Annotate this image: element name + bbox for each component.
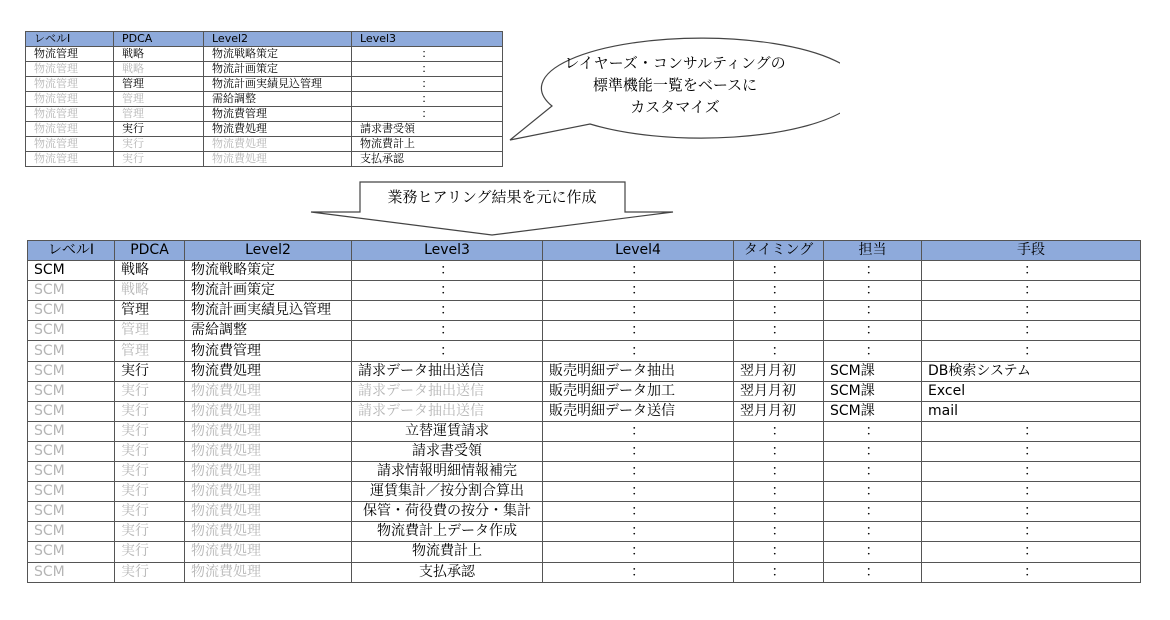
small-table-header-row: [26, 32, 503, 47]
main-cell-level4: ：: [543, 482, 734, 502]
main-cell-level3: 請求データ抽出送信: [352, 381, 543, 401]
main-cell-means: ：: [922, 482, 1141, 502]
main-cell-level4: ：: [543, 502, 734, 522]
main-cell-level2: 物流費処理: [185, 421, 352, 441]
main-cell-level2: 物流計画実績見込管理: [185, 301, 352, 321]
small-cell-level3: ：: [352, 62, 503, 77]
table-row: [28, 281, 1141, 301]
main-cell-level4: ：: [543, 261, 734, 281]
business-process-table: [27, 240, 1141, 583]
main-cell-owner: ：: [824, 462, 922, 482]
table-row: [26, 47, 503, 62]
table-row: [28, 261, 1141, 281]
main-cell-level2: 物流計画策定: [185, 281, 352, 301]
main-table-body: [28, 261, 1141, 583]
small-cell-level2: 物流戦略策定: [204, 47, 352, 62]
main-cell-level1: SCM: [28, 321, 115, 341]
table-row: [26, 137, 503, 152]
main-cell-level4: 販売明細データ抽出: [543, 361, 734, 381]
main-cell-level3: 請求データ抽出送信: [352, 361, 543, 381]
small-cell-level3: ：: [352, 77, 503, 92]
main-cell-level4: 販売明細データ加工: [543, 381, 734, 401]
callout-text: [530, 52, 820, 118]
main-cell-means: ：: [922, 542, 1141, 562]
main-cell-level4: ：: [543, 462, 734, 482]
header-timing: タイミング: [734, 241, 824, 261]
small-cell-level3: 支払承認: [352, 152, 503, 167]
table-row: [28, 301, 1141, 321]
main-cell-timing: ：: [734, 522, 824, 542]
main-cell-pdca: 実行: [115, 562, 185, 582]
small-cell-pdca: 管理: [114, 77, 204, 92]
main-cell-timing: ：: [734, 261, 824, 281]
table-row: [26, 122, 503, 137]
small-cell-pdca: 実行: [114, 137, 204, 152]
main-cell-means: ：: [922, 301, 1141, 321]
main-cell-level2: 物流費処理: [185, 401, 352, 421]
table-row: [26, 62, 503, 77]
main-cell-level1: SCM: [28, 261, 115, 281]
main-cell-level2: 物流戦略策定: [185, 261, 352, 281]
main-cell-owner: SCM課: [824, 361, 922, 381]
main-cell-level1: SCM: [28, 341, 115, 361]
table-row: [28, 441, 1141, 461]
table-row: [28, 502, 1141, 522]
main-cell-timing: ：: [734, 441, 824, 461]
main-cell-level4: ：: [543, 542, 734, 562]
main-cell-means: ：: [922, 421, 1141, 441]
main-cell-level4: ：: [543, 421, 734, 441]
main-cell-means: DB検索システム: [922, 361, 1141, 381]
small-cell-level1: 物流管理: [26, 122, 114, 137]
main-cell-pdca: 戦略: [115, 281, 185, 301]
small-cell-level3: 請求書受領: [352, 122, 503, 137]
main-cell-level1: SCM: [28, 522, 115, 542]
header-level4: Level4: [543, 241, 734, 261]
table-row: [26, 92, 503, 107]
main-cell-level4: ：: [543, 441, 734, 461]
table-row: [28, 381, 1141, 401]
small-cell-level1: 物流管理: [26, 152, 114, 167]
main-cell-timing: 翌月月初: [734, 381, 824, 401]
table-row: [28, 482, 1141, 502]
small-cell-level3: ：: [352, 92, 503, 107]
main-cell-level2: 需給調整: [185, 321, 352, 341]
main-cell-owner: ：: [824, 421, 922, 441]
main-cell-timing: 翌月月初: [734, 401, 824, 421]
main-cell-means: ：: [922, 562, 1141, 582]
main-cell-owner: ：: [824, 261, 922, 281]
table-row: [28, 401, 1141, 421]
table-row: [28, 462, 1141, 482]
header-means: 手段: [922, 241, 1141, 261]
main-cell-level3: 請求書受領: [352, 441, 543, 461]
main-cell-owner: ：: [824, 542, 922, 562]
table-row: [28, 562, 1141, 582]
main-cell-means: Excel: [922, 381, 1141, 401]
main-cell-level3: ：: [352, 261, 543, 281]
main-cell-level4: ：: [543, 341, 734, 361]
small-cell-pdca: 実行: [114, 152, 204, 167]
small-cell-level2: 物流計画策定: [204, 62, 352, 77]
main-cell-timing: ：: [734, 421, 824, 441]
main-cell-pdca: 実行: [115, 441, 185, 461]
main-cell-level1: SCM: [28, 482, 115, 502]
small-header-level3: Level3: [352, 32, 503, 47]
main-cell-pdca: 実行: [115, 482, 185, 502]
table-row: [28, 522, 1141, 542]
main-cell-level1: SCM: [28, 502, 115, 522]
main-cell-level3: 支払承認: [352, 562, 543, 582]
main-cell-timing: ：: [734, 281, 824, 301]
main-cell-means: ：: [922, 502, 1141, 522]
small-cell-pdca: 戦略: [114, 47, 204, 62]
main-cell-pdca: 実行: [115, 361, 185, 381]
main-cell-owner: ：: [824, 522, 922, 542]
small-header-pdca: PDCA: [114, 32, 204, 47]
main-cell-owner: ：: [824, 482, 922, 502]
header-level3: Level3: [352, 241, 543, 261]
main-cell-means: ：: [922, 441, 1141, 461]
table-row: [26, 107, 503, 122]
table-row: [28, 321, 1141, 341]
small-cell-level2: 物流費処理: [204, 152, 352, 167]
main-cell-level3: ：: [352, 301, 543, 321]
table-row: [28, 421, 1141, 441]
table-row: [28, 361, 1141, 381]
small-header-level1: レベルⅠ: [26, 32, 114, 47]
main-cell-owner: ：: [824, 281, 922, 301]
main-cell-owner: ：: [824, 301, 922, 321]
callout-line-2: 標準機能一覧をベースに: [592, 76, 758, 94]
main-table-header-row: [28, 241, 1141, 261]
small-cell-level3: ：: [352, 107, 503, 122]
arrow-label: 業務ヒアリング結果を元に作成: [387, 188, 597, 206]
main-cell-level1: SCM: [28, 401, 115, 421]
main-cell-level4: ：: [543, 281, 734, 301]
main-cell-pdca: 実行: [115, 522, 185, 542]
main-cell-level1: SCM: [28, 281, 115, 301]
main-cell-level2: 物流費処理: [185, 502, 352, 522]
main-cell-timing: ：: [734, 341, 824, 361]
main-cell-level1: SCM: [28, 542, 115, 562]
main-cell-pdca: 実行: [115, 542, 185, 562]
small-cell-pdca: 実行: [114, 122, 204, 137]
main-cell-level2: 物流費処理: [185, 462, 352, 482]
main-cell-means: ：: [922, 261, 1141, 281]
main-cell-owner: ：: [824, 341, 922, 361]
main-cell-level4: ：: [543, 562, 734, 582]
callout-line-1: レイヤーズ・コンサルティングの: [564, 54, 786, 72]
main-cell-means: ：: [922, 281, 1141, 301]
main-cell-level2: 物流費管理: [185, 341, 352, 361]
main-cell-timing: ：: [734, 301, 824, 321]
main-cell-timing: ：: [734, 321, 824, 341]
main-cell-level3: 物流費計上: [352, 542, 543, 562]
main-cell-means: mail: [922, 401, 1141, 421]
main-cell-pdca: 管理: [115, 321, 185, 341]
main-cell-level3: 請求データ抽出送信: [352, 401, 543, 421]
small-cell-level1: 物流管理: [26, 77, 114, 92]
main-cell-owner: SCM課: [824, 381, 922, 401]
main-cell-pdca: 実行: [115, 381, 185, 401]
small-cell-level1: 物流管理: [26, 62, 114, 77]
small-cell-level2: 物流計画実績見込管理: [204, 77, 352, 92]
table-row: [26, 77, 503, 92]
main-cell-level2: 物流費処理: [185, 361, 352, 381]
main-cell-timing: ：: [734, 462, 824, 482]
main-cell-pdca: 実行: [115, 502, 185, 522]
main-cell-level4: 販売明細データ送信: [543, 401, 734, 421]
main-cell-level4: ：: [543, 321, 734, 341]
header-pdca: PDCA: [115, 241, 185, 261]
small-cell-level1: 物流管理: [26, 107, 114, 122]
small-header-level2: Level2: [204, 32, 352, 47]
main-cell-timing: ：: [734, 542, 824, 562]
main-cell-pdca: 実行: [115, 462, 185, 482]
main-cell-level3: 請求情報明細情報補完: [352, 462, 543, 482]
main-cell-level1: SCM: [28, 462, 115, 482]
main-cell-level1: SCM: [28, 441, 115, 461]
main-cell-level3: ：: [352, 281, 543, 301]
main-cell-level2: 物流費処理: [185, 562, 352, 582]
main-cell-level3: 保管・荷役費の按分・集計: [352, 502, 543, 522]
small-cell-level3: 物流費計上: [352, 137, 503, 152]
header-level1: レベルⅠ: [28, 241, 115, 261]
main-cell-level2: 物流費処理: [185, 522, 352, 542]
small-cell-level1: 物流管理: [26, 47, 114, 62]
table-row: [28, 341, 1141, 361]
main-cell-owner: ：: [824, 441, 922, 461]
main-cell-level4: ：: [543, 301, 734, 321]
main-cell-pdca: 実行: [115, 401, 185, 421]
standard-function-table: [25, 31, 503, 167]
main-cell-owner: ：: [824, 321, 922, 341]
small-cell-level2: 物流費処理: [204, 137, 352, 152]
main-cell-level1: SCM: [28, 301, 115, 321]
small-cell-level2: 物流費管理: [204, 107, 352, 122]
table-row: [28, 542, 1141, 562]
main-cell-level1: SCM: [28, 562, 115, 582]
main-cell-level3: 運賃集計／按分割合算出: [352, 482, 543, 502]
main-cell-level3: 物流費計上データ作成: [352, 522, 543, 542]
callout-line-3: カスタマイズ: [630, 98, 720, 116]
main-cell-timing: 翌月月初: [734, 361, 824, 381]
main-cell-level2: 物流費処理: [185, 542, 352, 562]
main-cell-owner: ：: [824, 562, 922, 582]
main-cell-means: ：: [922, 462, 1141, 482]
main-cell-timing: ：: [734, 482, 824, 502]
main-cell-means: ：: [922, 341, 1141, 361]
small-table-body: [26, 47, 503, 167]
main-cell-pdca: 管理: [115, 301, 185, 321]
main-cell-level2: 物流費処理: [185, 381, 352, 401]
main-cell-pdca: 管理: [115, 341, 185, 361]
header-level2: Level2: [185, 241, 352, 261]
main-cell-level2: 物流費処理: [185, 441, 352, 461]
main-cell-level2: 物流費処理: [185, 482, 352, 502]
small-cell-level1: 物流管理: [26, 92, 114, 107]
table-row: [26, 152, 503, 167]
main-cell-means: ：: [922, 522, 1141, 542]
small-cell-level2: 需給調整: [204, 92, 352, 107]
main-cell-level3: 立替運賃請求: [352, 421, 543, 441]
main-cell-means: ：: [922, 321, 1141, 341]
small-cell-pdca: 管理: [114, 92, 204, 107]
main-cell-pdca: 戦略: [115, 261, 185, 281]
main-cell-owner: SCM課: [824, 401, 922, 421]
main-cell-pdca: 実行: [115, 421, 185, 441]
small-cell-level3: ：: [352, 47, 503, 62]
small-cell-pdca: 戦略: [114, 62, 204, 77]
small-cell-level2: 物流費処理: [204, 122, 352, 137]
main-cell-level1: SCM: [28, 421, 115, 441]
main-cell-level4: ：: [543, 522, 734, 542]
main-cell-owner: ：: [824, 502, 922, 522]
small-cell-level1: 物流管理: [26, 137, 114, 152]
main-cell-timing: ：: [734, 562, 824, 582]
main-cell-level3: ：: [352, 321, 543, 341]
main-cell-level3: ：: [352, 341, 543, 361]
main-cell-timing: ：: [734, 502, 824, 522]
small-cell-pdca: 管理: [114, 107, 204, 122]
main-cell-level1: SCM: [28, 361, 115, 381]
main-cell-level1: SCM: [28, 381, 115, 401]
header-owner: 担当: [824, 241, 922, 261]
